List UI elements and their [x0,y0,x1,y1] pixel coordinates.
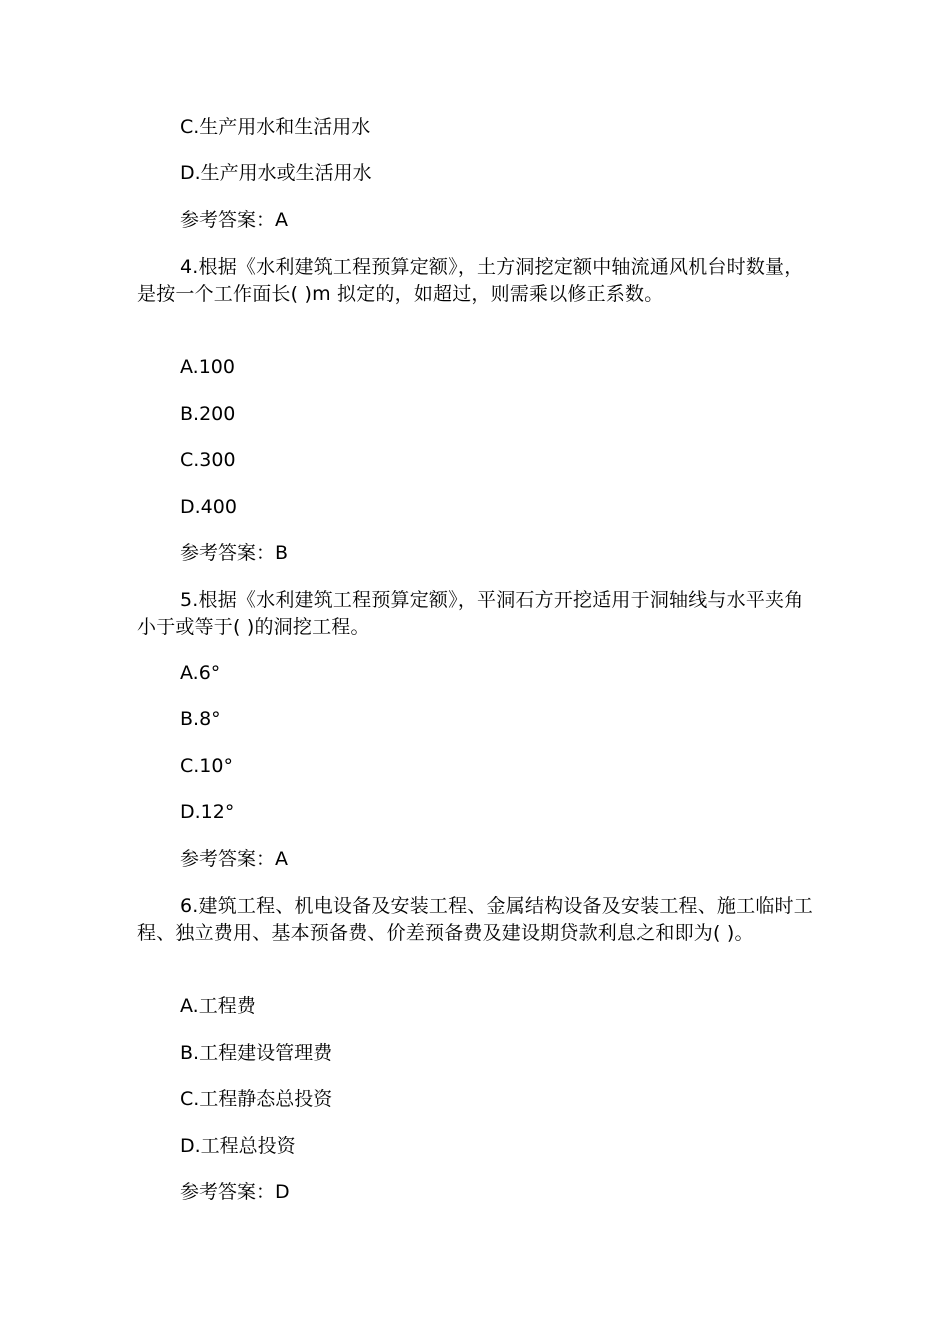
q4-stem: 4.根据《水利建筑工程预算定额》，土方洞挖定额中轴流通风机台时数量，是按一个工作面长( )m 拟定的，如超过，则需乘以修正系数。 [137,256,804,305]
q5-option-c: C.10° [180,755,233,777]
q6-answer: 参考答案：D [180,1181,290,1203]
q3-option-c: C.生产用水和生活用水 [180,116,371,138]
q5-option-a: A.6° [180,662,221,684]
q5-answer: 参考答案：A [180,848,288,870]
q6-stem: 6.建筑工程、机电设备及安装工程、金属结构设备及安装工程、施工临时工程、独立费用、基本预备费、价差预备费及建设期贷款利息之和即为( )。 [137,895,813,944]
q6-option-d: D.工程总投资 [180,1135,296,1157]
q4-option-b: B.200 [180,403,236,425]
q4-option-c: C.300 [180,449,236,471]
q3-answer: 参考答案：A [180,209,288,231]
q5-option-b: B.8° [180,708,221,730]
q4-option-d: D.400 [180,496,237,518]
q6-option-a: A.工程费 [180,995,256,1017]
q4-option-a: A.100 [180,356,235,378]
q4-answer: 参考答案：B [180,542,289,564]
q5-stem: 5.根据《水利建筑工程预算定额》，平洞石方开挖适用于洞轴线与水平夹角小于或等于( )的洞挖工程。 [137,589,804,638]
q6-option-c: C.工程静态总投资 [180,1088,333,1110]
q3-option-d: D.生产用水或生活用水 [180,162,372,184]
q6-option-b: B.工程建设管理费 [180,1042,333,1064]
q5-option-d: D.12° [180,801,235,823]
